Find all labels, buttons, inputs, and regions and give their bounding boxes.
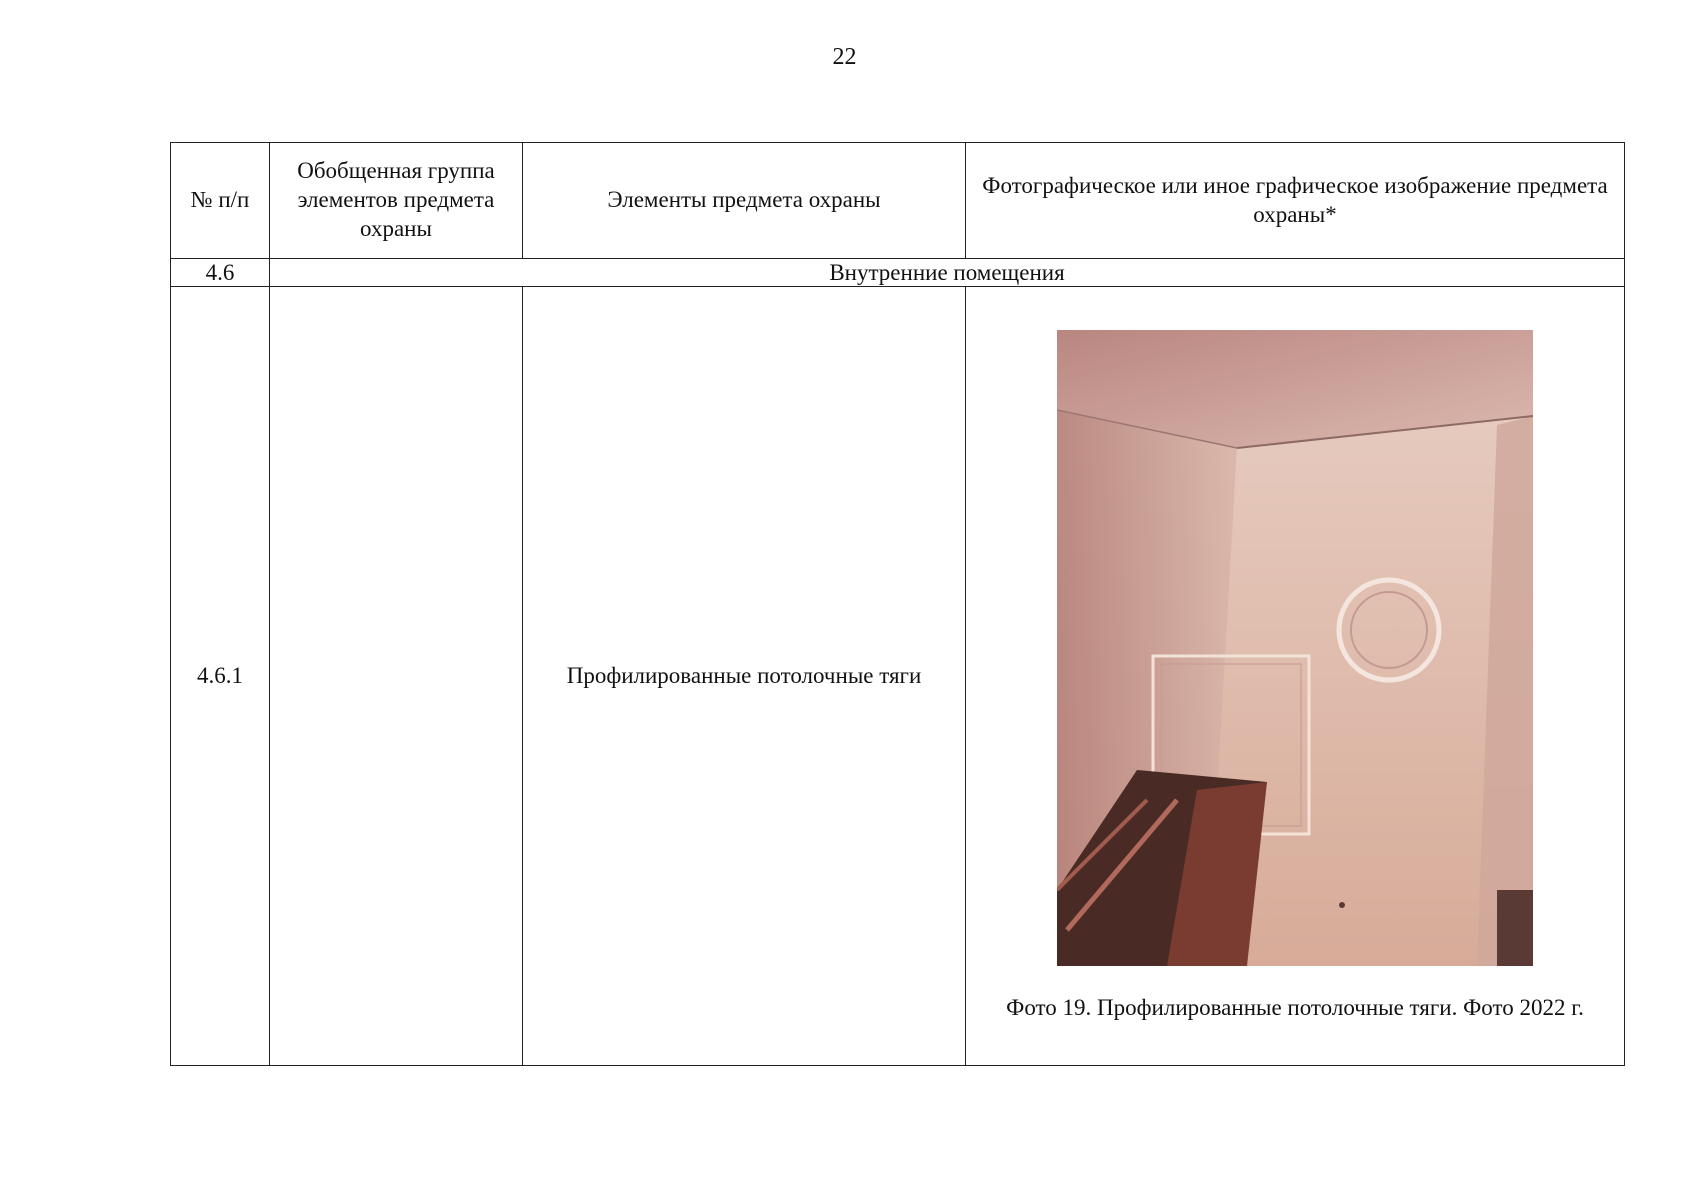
header-elements: Элементы предмета охраны [523,143,966,259]
photo-caption: Фото 19. Профилированные потолочные тяги. Фото 2022 г. [1006,994,1584,1020]
section-title: Внутренние помещения [270,259,1625,287]
table-row [171,287,1625,1066]
row-num: 4.6.1 [171,287,270,1066]
section-row [171,259,1625,287]
table-header-row [171,143,1625,259]
row-group [270,287,523,1066]
header-num: № п/п [171,143,270,259]
header-image: Фотографическое или иное графическое изображение предмета охраны* [966,143,1625,259]
section-num: 4.6 [171,259,270,287]
page-number: 22 [832,44,857,70]
header-group: Обобщенная группа элементов предмета охраны [270,143,523,259]
ceiling-photo [1057,330,1533,966]
row-elements: Профилированные потолочные тяги [523,287,966,1066]
protection-elements-table [170,142,1625,1066]
row-image-cell [966,287,1625,1066]
